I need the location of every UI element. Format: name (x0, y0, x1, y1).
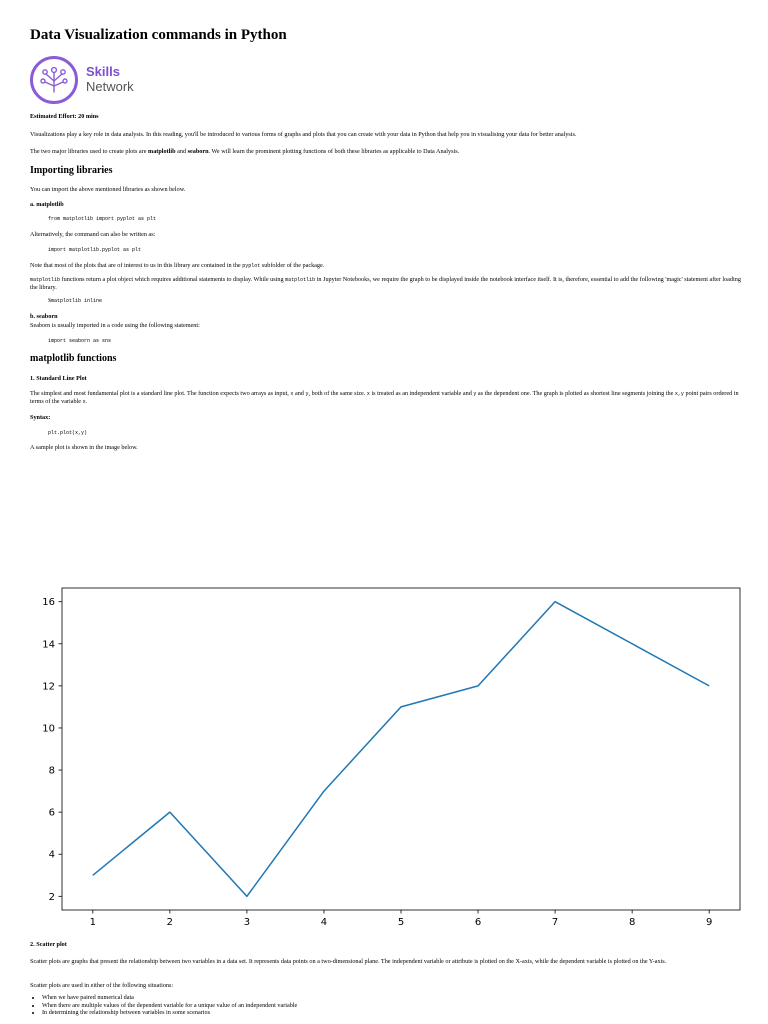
y-tick-label: 12 (42, 681, 55, 693)
code-matplotlib-inline: %matplotlib inline (48, 298, 103, 304)
section-heading-matplotlib-functions: matplotlib functions (30, 353, 117, 364)
x-tick-label: 5 (397, 917, 405, 928)
x-tick-label: 8 (628, 917, 636, 928)
x-tick-label: 9 (705, 917, 713, 928)
syntax-label: Syntax: (30, 414, 51, 421)
y-tick-label: 14 (42, 639, 55, 651)
x-tick-label: 1 (89, 917, 97, 928)
list-item: • In determining the relationship between variables in some scenarios (42, 1009, 297, 1017)
y-tick-label: 8 (48, 765, 55, 777)
libraries-paragraph: The two major libraries used to create plots are matplotlib and seaborn. We will learn the prominent plotting functions of both these libraries as applicable to Data Analysis. (30, 148, 460, 155)
estimated-effort: Estimated Effort: 20 mins (30, 113, 99, 120)
label-matplotlib: a. matplotlib (30, 201, 64, 208)
list-item: • When we have paired numerical data (42, 994, 297, 1002)
x-tick-label: 6 (474, 917, 482, 928)
line-plot-chart (30, 580, 750, 930)
y-tick-label: 16 (42, 597, 55, 609)
y-tick-label: 6 (48, 807, 55, 819)
series-line (93, 602, 709, 897)
code-import-seaborn: import seaborn as sns (48, 338, 112, 344)
logo-text-network: Network (86, 79, 134, 94)
section-heading-importing: Importing libraries (30, 165, 113, 176)
alternative-text: Alternatively, the command can also be written as: (30, 231, 156, 238)
scatter-usage-list (30, 994, 297, 1017)
x-tick-label: 4 (320, 917, 328, 928)
x-tick-label: 7 (551, 917, 559, 928)
importing-intro: You can import the above mentioned libraries as shown below. (30, 186, 186, 193)
code-plt-plot: plt.plot(x,y) (48, 430, 88, 436)
skills-network-logo-icon (30, 56, 78, 104)
skills-network-logo (30, 56, 160, 106)
seaborn-text: Seaborn is usually imported in a code using the following statement: (30, 322, 200, 329)
label-seaborn: b. seaborn (30, 313, 58, 320)
y-tick-label: 10 (42, 723, 55, 735)
y-tick-label: 2 (48, 891, 55, 903)
logo-text-skills: Skills (86, 64, 120, 79)
line-plot-description: The simplest and most fundamental plot is a standard line plot. The function expects two arrays as input, x and y, both of the same size. x is treated as an independent variable and y as the dependent one. The graph is plotted as shortest line segments joining the x,y point pairs ordered in terms of the variable x. (30, 390, 739, 406)
pyplot-note: Note that most of the plots that are of interest to us in this library are contained in the pyplot subfolder of the package. (30, 262, 325, 269)
magic-statement-paragraph: matplotlib functions return a plot object which requires additional statements to display. While using matplotlib in Jupyter Notebooks, we require the graph to be displayed inside the notebook interface itself. It is, therefore, essential to add the following 'magic' statement after loading the library. (30, 276, 741, 292)
x-tick-label: 2 (166, 917, 174, 928)
subheading-standard-line-plot: 1. Standard Line Plot (30, 375, 87, 382)
plot-frame (62, 588, 740, 910)
page-title: Data Visualization commands in Python (30, 27, 287, 43)
intro-paragraph: Visualizations play a key role in data analysis. In this reading, you'll be introduced to various forms of graphs and plots that you can create with your data in Python that help you in visualising your data for better analysis. (30, 131, 577, 138)
y-tick-label: 4 (48, 849, 55, 861)
sample-plot-text: A sample plot is shown in the image below. (30, 444, 138, 451)
scatter-usage-text: Scatter plots are used in either of the following situations: (30, 982, 174, 989)
code-import-matplotlib-pyplot: import matplotlib.pyplot as plt (48, 247, 142, 253)
subheading-scatter-plot: 2. Scatter plot (30, 941, 67, 948)
code-import-pyplot: from matplotlib import pyplot as plt (48, 216, 157, 222)
list-item: • When there are multiple values of the dependent variable for a unique value of an independent variable (42, 1002, 297, 1010)
scatter-description: Scatter plots are graphs that present the relationship between two variables in a data set. It represents data points on a two-dimensional plane. The independent variable or attribute is plotted on the X-axis, while the dependent variable is plotted on the Y-axis. (30, 958, 667, 965)
x-tick-label: 3 (243, 917, 251, 928)
